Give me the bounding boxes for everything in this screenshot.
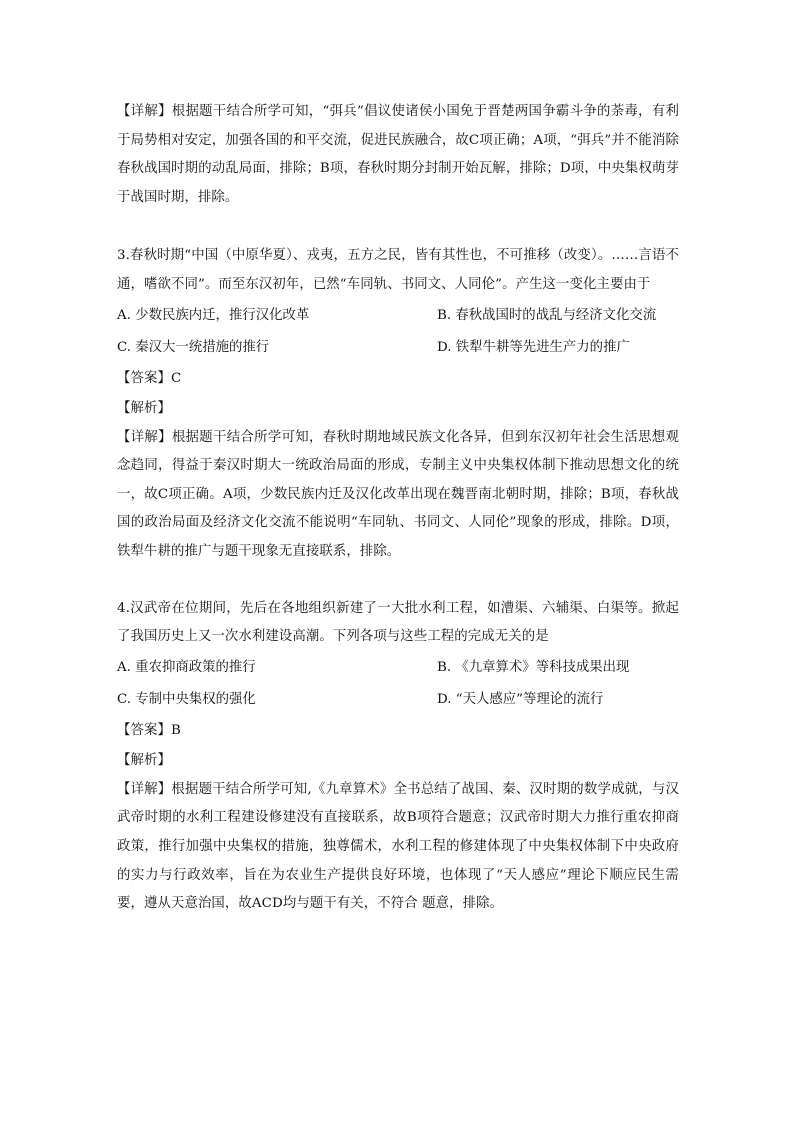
q3-answer: 【答案】C xyxy=(117,370,182,386)
q3-option-c: C. 秦汉大一统措施的推行 xyxy=(117,339,270,355)
q3-option-b: B. 春秋战国时的战乱与经济文化交流 xyxy=(437,307,657,323)
q4-options xyxy=(117,652,679,716)
q4-stem: 4.汉武帝在位期间，先后在各地组织新建了一大批水利工程，如漕渠、六辅渠、白渠等。掀起了我国历史上又一次水利建设高潮。下列各项与这些工程的完成无关的是 xyxy=(117,600,679,645)
q4-option-d: D. “天人感应”等理论的流行 xyxy=(437,691,604,707)
q3-option-a: A. 少数民族内迁，推行汉化改革 xyxy=(117,307,310,323)
q4-detail: 【详解】根据题干结合所学可知,《九章算术》全书总结了战国、秦、汉时期的数学成就，与汉武帝时期的水利工程建设修建没有直接联系，故B项符合题意；汉武帝时期大力推行重农抑商政策，推行加强中央集权的措施，独尊儒术，水利工程的修建体现了中央集权体制下中央政府的实力与行政效率，旨在为农业生产提供良好环境，也体现了“天人感应”理论下顺应民生需要，遵从天意治国，故ACD均与题干有关，不符合 题意，排除。 xyxy=(117,781,679,912)
document-page xyxy=(117,98,679,919)
q4-option-b: B. 《九章算术》等科技成果出现 xyxy=(437,659,630,675)
q4-analysis-label: 【解析】 xyxy=(117,752,171,768)
q3-options xyxy=(117,300,679,364)
q4-answer: 【答案】B xyxy=(117,722,181,738)
q3-analysis-label: 【解析】 xyxy=(117,400,171,416)
q4-option-a: A. 重农抑商政策的推行 xyxy=(117,659,256,675)
q4-option-c: C. 专制中央集权的强化 xyxy=(117,691,256,707)
q3-option-d: D. 铁犁牛耕等先进生产力的推广 xyxy=(437,339,630,355)
q2-detail: 【详解】根据题干结合所学可知，“弭兵”倡议使诸侯小国免于晋楚两国争霸斗争的荼毒，有利于局势相对安定，加强各国的和平交流，促进民族融合，故C项正确；A项，“弭兵”并不能消除春秋战国时期的动乱局面，排除；B项，春秋时期分封制开始瓦解，排除；D项，中央集权萌芽于战国时期，排除。 xyxy=(117,104,679,205)
q3-detail: 【详解】根据题干结合所学可知，春秋时期地域民族文化各异，但到东汉初年社会生活思想观念趋同，得益于秦汉时期大一统政治局面的形成，专制主义中央集权体制下推动思想文化的统一，故C项正确。A项，少数民族内迁及汉化改革出现在魏晋南北朝时期，排除；B项，春秋战国的政治局面及经济文化交流不能说明“车同轨、书同文、人同伦”现象的形成，排除。D项，铁犁牛耕的推广与题干现象无直接联系，排除。 xyxy=(117,429,679,559)
q3-stem: 3.春秋时期“中国（中原华夏）、戎夷，五方之民，皆有其性也，不可推移（改变）。……言语不通，嗜欲不同”。而至东汉初年，已然“车同轨、书同文、人同伦”。产生这一变化主要由于 xyxy=(117,248,679,292)
